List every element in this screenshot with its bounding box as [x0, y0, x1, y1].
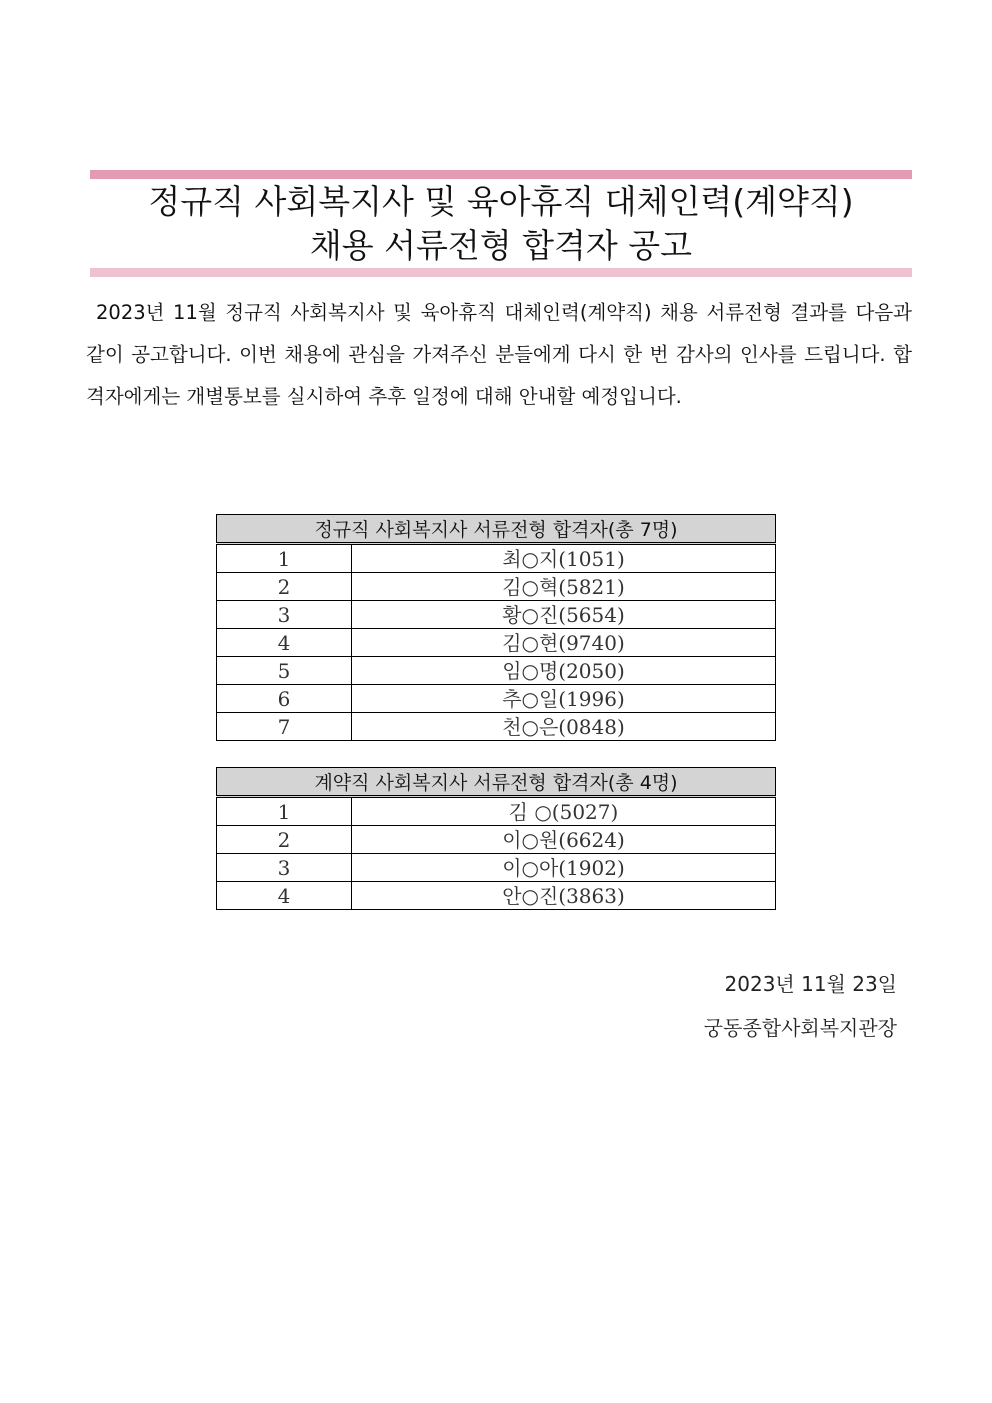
table-row [217, 629, 776, 657]
row-number: 6 [217, 685, 352, 713]
row-number: 7 [217, 713, 352, 741]
announcement-body [86, 292, 912, 418]
announcement-date: 2023년 11월 23일 [724, 972, 897, 996]
candidate-name: 천○은(0848) [352, 713, 776, 741]
table-header: 정규직 사회복지사 서류전형 합격자(총 7명) [217, 515, 776, 544]
table-row [217, 713, 776, 741]
candidate-name: 추○일(1996) [352, 685, 776, 713]
table-header: 계약직 사회복지사 서류전형 합격자(총 4명) [217, 768, 776, 797]
row-number: 3 [217, 854, 352, 882]
table-row [217, 544, 776, 573]
table-row [217, 657, 776, 685]
title-top-rule [90, 170, 912, 179]
contract-result-table [216, 767, 776, 910]
title-line-1: 정규직 사회복지사 및 육아휴직 대체인력(계약직) [148, 182, 854, 221]
candidate-name: 이○원(6624) [352, 826, 776, 854]
row-number: 2 [217, 573, 352, 601]
table-row [217, 854, 776, 882]
row-number: 5 [217, 657, 352, 685]
body-paragraph: 2023년 11월 정규직 사회복지사 및 육아휴직 대체인력(계약직) 채용 서류전형 결과를 다음과 같이 공고합니다. 이번 채용에 관심을 가져주신 분들에게 다시 한 번 감사의 인사를 드립니다. 합격자에게는 개별통보를 실시하여 추후 일정에 대해 안내할 예정입니다. [86, 301, 912, 408]
table-row [217, 573, 776, 601]
candidate-name: 김○혁(5821) [352, 573, 776, 601]
row-number: 4 [217, 629, 352, 657]
title-line-2: 채용 서류전형 합격자 공고 [309, 226, 693, 265]
candidate-name: 임○명(2050) [352, 657, 776, 685]
table-row [217, 882, 776, 910]
candidate-name: 최○지(1051) [352, 544, 776, 573]
candidate-name: 이○아(1902) [352, 854, 776, 882]
row-number: 1 [217, 544, 352, 573]
table-row [217, 685, 776, 713]
candidate-name: 황○진(5654) [352, 601, 776, 629]
table-row [217, 601, 776, 629]
candidate-name: 김○현(9740) [352, 629, 776, 657]
row-number: 1 [217, 797, 352, 826]
row-number: 2 [217, 826, 352, 854]
row-number: 3 [217, 601, 352, 629]
candidate-name: 안○진(3863) [352, 882, 776, 910]
table-row [217, 826, 776, 854]
fulltime-result-table [216, 514, 776, 741]
title-bottom-rule [90, 268, 912, 277]
candidate-name: 김 ○(5027) [352, 797, 776, 826]
row-number: 4 [217, 882, 352, 910]
page-title [90, 180, 912, 268]
organization-signature: 궁동종합사회복지관장 [703, 1016, 897, 1040]
table-row [217, 797, 776, 826]
